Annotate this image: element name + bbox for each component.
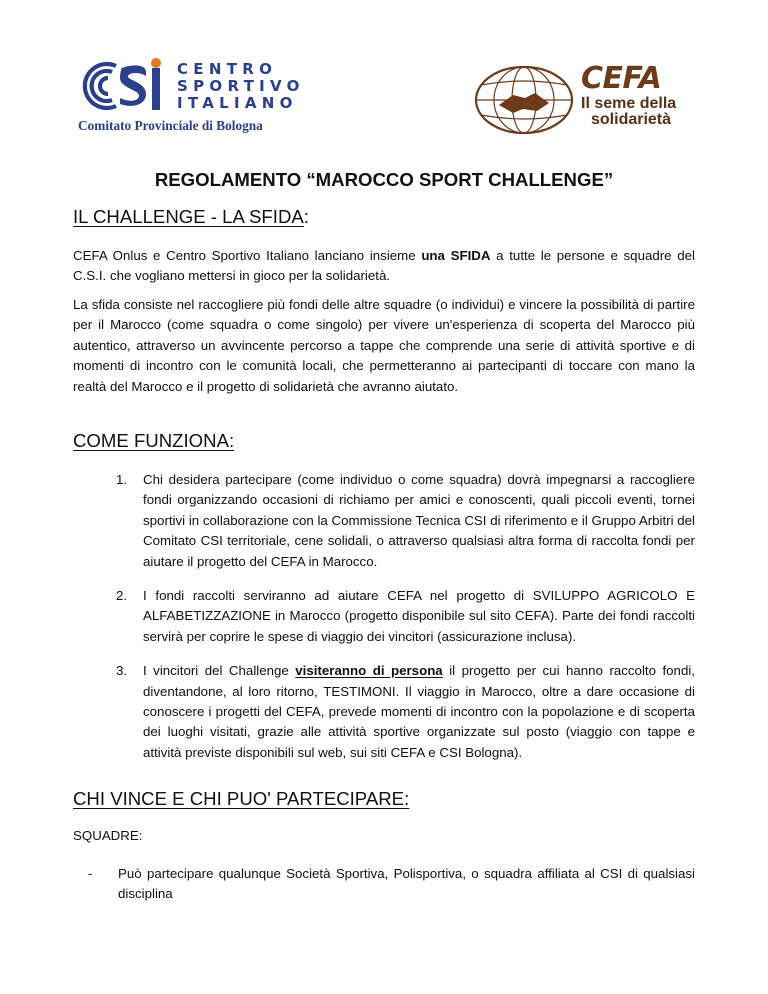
section-heading-how <box>73 430 234 452</box>
section-heading-text: COME FUNZIONA: <box>73 430 235 451</box>
list-number: 1. <box>116 472 128 487</box>
list-item-text: I fondi raccolti serviranno ad aiutare CEFA nel progetto di SVILUPPO AGRICOLO E ALFABETIZZAZIONE in Marocco (progetto disponibile sul sito CEFA). Parte dei fondi raccolti servirà per coprire le spese di viaggio dei vincitori (assicurazione inclusa). <box>143 588 695 644</box>
csi-subtitle: Comitato Provinciale di Bologna <box>78 118 263 133</box>
cefa-logo <box>473 63 693 138</box>
cefa-name: CEFA <box>581 61 662 96</box>
globe-handshake-icon <box>473 65 575 135</box>
cefa-tagline <box>581 96 676 128</box>
csi-word: ITALIANO <box>177 94 298 112</box>
bold-text: una SFIDA <box>421 248 491 263</box>
subsection-label: SQUADRE: <box>73 828 143 843</box>
csi-emblem-icon <box>76 58 172 114</box>
numbered-list <box>116 470 695 763</box>
document-title: REGOLAMENTO “MAROCCO SPORT CHALLENGE” <box>154 169 614 190</box>
list-number: 3. <box>116 663 128 679</box>
list-item <box>116 586 695 647</box>
section-heading-challenge <box>73 206 309 228</box>
text-run: CEFA Onlus e Centro Sportivo Italiano lanciano insieme <box>73 248 422 263</box>
paragraph-description: La sfida consiste nel raccogliere più fondi delle altre squadre (o individui) e vincere la possibilità di partire per il Marocco (come squadra o come singolo) per vivere un'esperienza di scoperta del Marocco più autentico, attraverso un avvincente percorso a tappe che comprende una serie di attività sportive e di momenti di incontro con le comunità locali, che permetteranno ai partecipanti di toccare con mano la realtà del Marocco e il progetto di solidarietà che avranno aiutato. <box>73 297 695 394</box>
csi-word: SPORTIVO <box>177 77 305 95</box>
list-number: 2. <box>116 588 128 604</box>
section-heading-text: CHI VINCE E CHI PUO' PARTECIPARE: <box>73 788 410 809</box>
list-item-text: Chi desidera partecipare (come individuo o come squadra) dovrà impegnarsi a raccogliere fondi organizzando occasioni di richiamo per amici e conoscenti, quali piccoli eventi, tornei sportivi in collaborazione con la Commissione Tecnica CSI di riferimento e il Gruppo Arbitri del Comitato CSI territoriale, cene solidali, o attraverso qualsiasi altra forma di raccolta fondi per aiutare il progetto del CEFA in Marocco. <box>143 472 695 569</box>
section-heading-who <box>73 788 409 810</box>
list-item <box>116 661 695 763</box>
csi-wordmark <box>177 61 305 112</box>
text-run: I vincitori del Challenge <box>143 663 296 679</box>
heading-colon: : <box>303 206 309 227</box>
csi-logo <box>76 58 320 134</box>
cefa-tagline-line: solidarietà <box>591 111 672 128</box>
cefa-tagline-line: Il seme della <box>581 95 677 112</box>
bullet-item <box>88 864 695 905</box>
paragraph-intro <box>73 246 695 287</box>
emphasis-text: visiteranno di persona <box>295 663 443 679</box>
list-item <box>116 470 695 572</box>
section-heading-text: IL CHALLENGE - LA SFIDA <box>73 206 304 227</box>
dash-marker: - <box>88 866 93 881</box>
csi-word: CENTRO <box>177 60 278 78</box>
text-run: il progetto per cui hanno raccolto fondi, diventandone, al loro ritorno, TESTIMONI. Il viaggio in Marocco, oltre a dare occasione di conoscere i progetti del CEFA, prevede momenti di incontro con la popolazione e di scoperta dei luoghi visitati, grazie alle attività sportive organizzate sul posto (viaggio con tappe e attività previste disponibili sul web, sui siti CEFA e CSI Bologna). <box>143 663 696 760</box>
text-run: a tutte le persone e squadre del C.S.I. che vogliano mettersi in gioco per la solidarietà. <box>73 248 695 284</box>
bullet-text: Può partecipare qualunque Società Sportiva, Polisportiva, o squadra affiliata al CSI di qualsiasi disciplina <box>118 866 695 902</box>
